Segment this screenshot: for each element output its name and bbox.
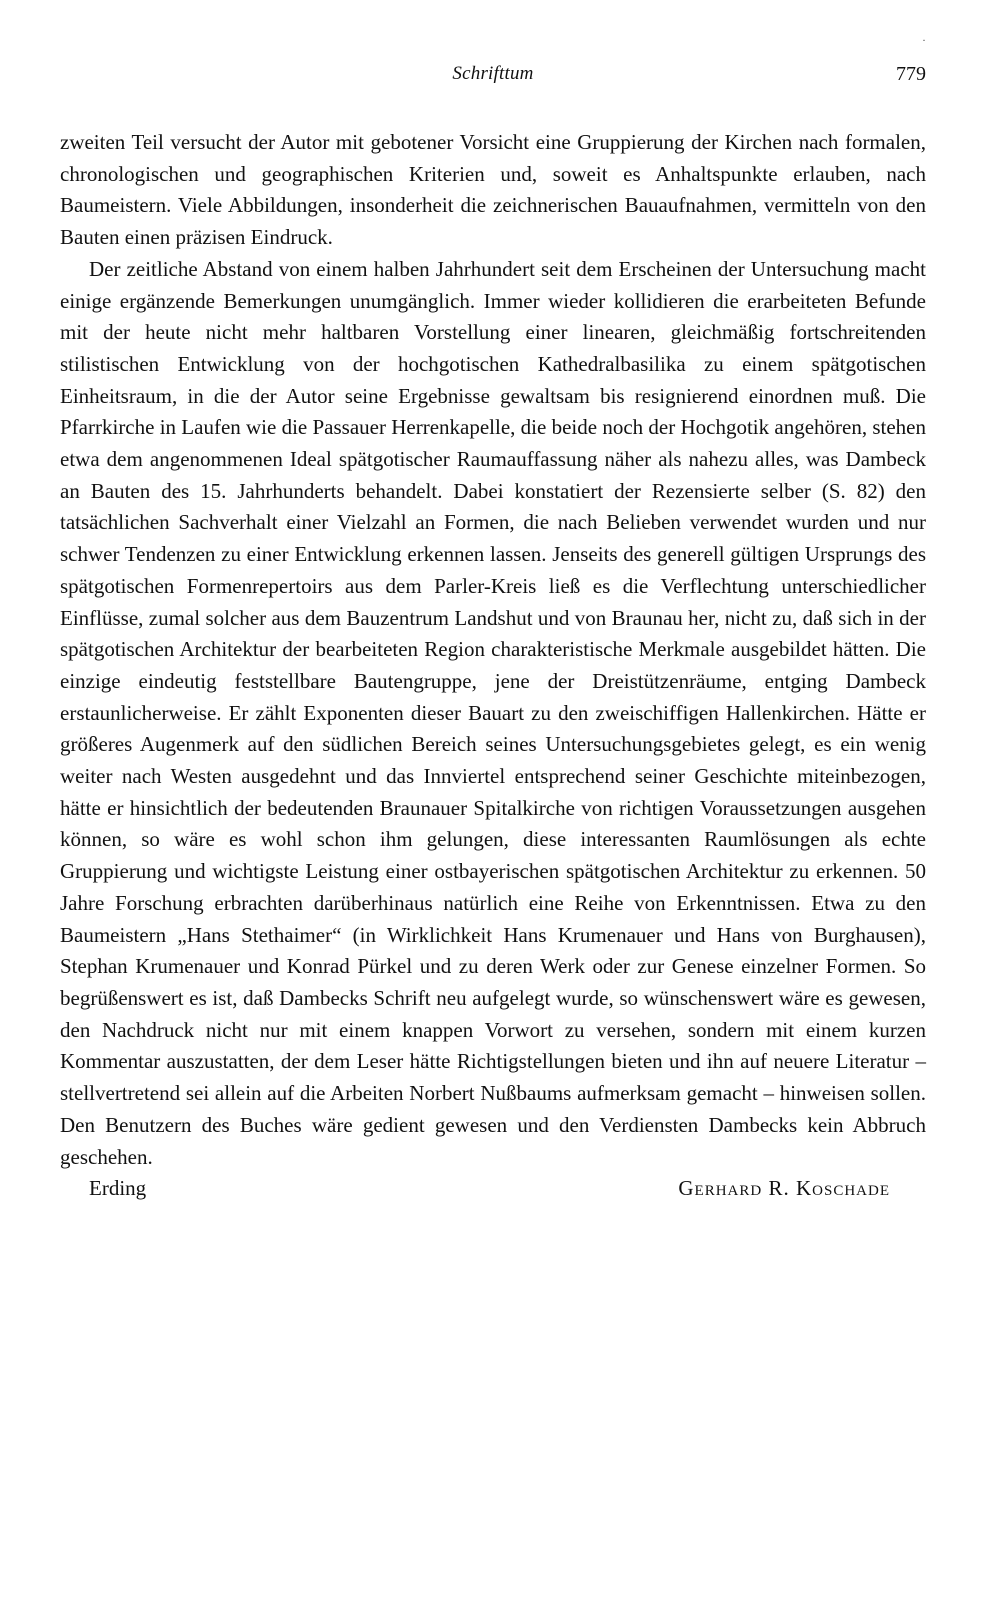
signature-line bbox=[60, 1173, 926, 1207]
corner-dot-mark: · bbox=[922, 33, 926, 47]
running-head bbox=[60, 62, 926, 92]
paragraph-continuation: zweiten Teil versucht der Autor mit gebotener Vorsicht eine Gruppierung der Kirchen nach formalen, chronologischen und geographischen Kriterien und, soweit es Anhaltspunkte erlauben, nach Baumeistern. Viele Abbildungen, insonderheit die zeichnerischen Bauaufnahmen, vermitteln von den Bauten einen präzisen Eindruck. bbox=[60, 130, 926, 250]
signature-place: Erding bbox=[89, 1176, 147, 1201]
running-title: Schrifttum bbox=[452, 63, 534, 84]
paragraph-main: Der zeitliche Abstand von einem halben Jahrhundert seit dem Erscheinen der Untersuchung macht einige ergänzende Bemerkungen unumgänglich. Immer wieder kollidieren die erarbeiteten Befunde mit der heute nicht mehr haltbaren Vorstellung einer linearen, gleichmäßig fortschreitenden stilistischen Entwicklung von der hochgotischen Kathedralbasilika zu einem spätgotischen Einheitsraum, in die der Autor seine Ergebnisse gewaltsam bis resignierend einordnen muß. Die Pfarrkirche in Laufen wie die Passauer Herrenkapelle, die beide noch der Hochgotik angehören, stehen etwa dem angenommenen Ideal spätgotischer Raumauffassung näher als nahezu alles, was Dambeck an Bauten des 15. Jahrhunderts behandelt. Dabei konstatiert der Rezensierte selber (S. 82) den tatsächlichen Sachverhalt einer Vielzahl an Formen, die nach Belieben verwendet wurden und nur schwer Tendenzen zu einer Entwicklung erkennen lassen. Jenseits des generell gültigen Ursprungs des spätgotischen Formenrepertoirs aus dem Parler-Kreis ließ es die Verflechtung unterschiedlicher Einflüsse, zumal solcher aus dem Bauzentrum Landshut und von Braunau her, nicht zu, daß sich in der spätgotischen Architektur der bearbeiteten Region charakteristische Merkmale ausgebildet hätten. Die einzige eindeutig feststellbare Bautengruppe, jene der Dreistützenräume, entging Dambeck erstaunlicherweise. Er zählt Exponenten dieser Bauart zu den zweischiffigen Hallenkirchen. Hätte er größeres Augenmerk auf den südlichen Bereich seines Untersuchungsgebietes gelegt, es ein wenig weiter nach Westen ausgedehnt und das Innviertel entsprechend seiner Geschichte miteinbezogen, hätte er hinsichtlich der bedeutenden Braunauer Spitalkirche von richtigen Voraussetzungen ausgehen können, so wäre es wohl schon ihm gelungen, diese interessanten Raumlösungen als echte Gruppierung und wichtigste Leistung einer ostbayerischen spätgotischen Architektur zu erkennen. 50 Jahre Forschung erbrachten darüberhinaus natürlich eine Reihe von Erkenntnissen. Etwa zu den Baumeistern „Hans Stethaimer“ (in Wirklichkeit Hans Krumenauer und Hans von Burghausen), Stephan Krumenauer und Konrad Pürkel und zu deren Werk oder zur Genese einzelner Formen. So begrüßenswert es ist, daß Dambecks Schrift neu aufgelegt wurde, so wünschenswert wäre es gewesen, den Nachdruck nicht nur mit einem knappen Vorwort zu versehen, sondern mit einem kurzen Kommentar auszustatten, der dem Leser hätte Richtigstellungen bieten und ihn auf neuere Literatur – stellvertretend sei allein auf die Arbeiten Norbert Nußbaums aufmerksam gemacht – hinweisen sollen. Den Benutzern des Buches wäre gedient gewesen und den Verdiensten Dambecks kein Abbruch geschehen. bbox=[60, 256, 926, 1169]
review-body bbox=[60, 127, 926, 1207]
signature-author: Gerhard R. Koschade bbox=[678, 1176, 890, 1201]
page-number: 779 bbox=[896, 63, 926, 85]
